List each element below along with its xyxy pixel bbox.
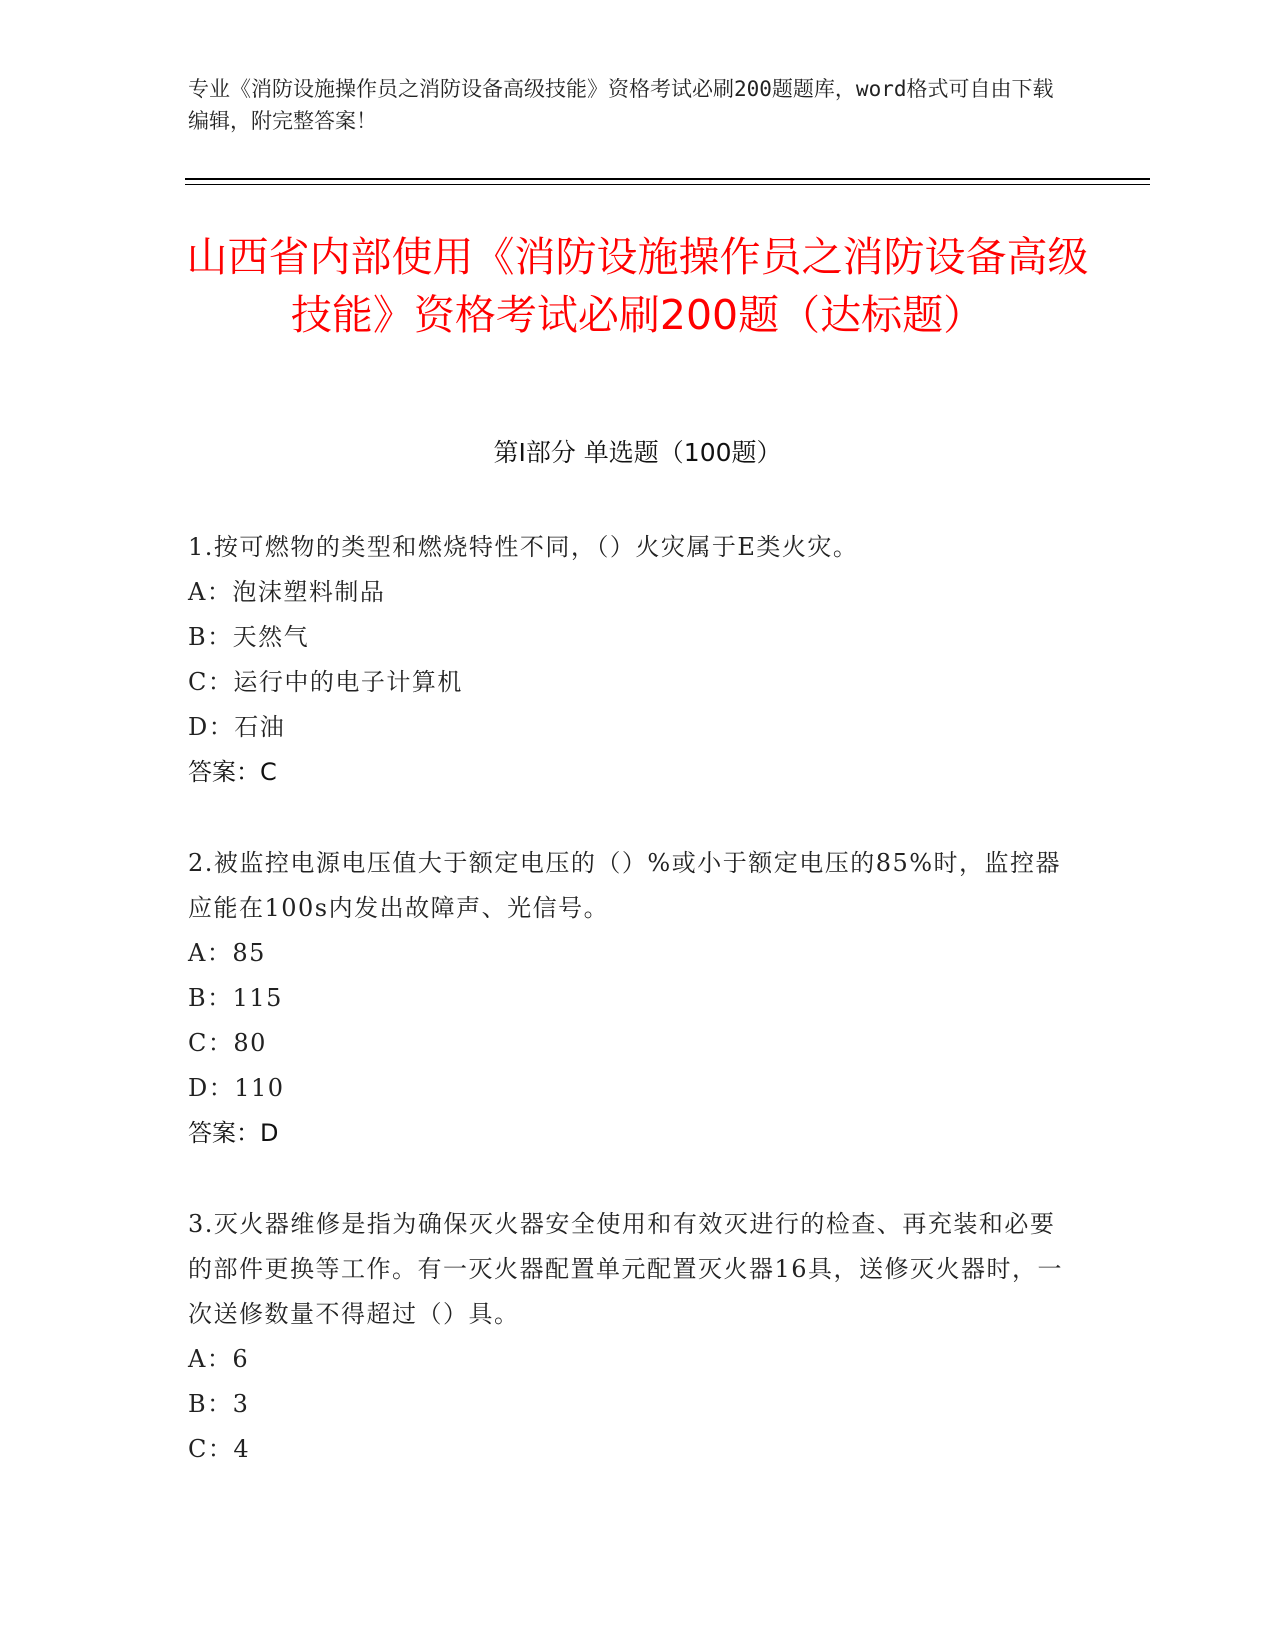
option-b: B：115 — [188, 984, 283, 1012]
option-c: C：4 — [188, 1435, 251, 1463]
section-heading: 第I部分 单选题（100题） — [493, 438, 782, 467]
option-c: C：80 — [188, 1029, 267, 1057]
option-d: D：110 — [188, 1074, 285, 1102]
option-a: A：泡沫塑料制品 — [188, 578, 386, 606]
question-1 — [188, 525, 1068, 795]
question-stem: 1.按可燃物的类型和燃烧特性不同，（）火灾属于E类火灾。 — [188, 533, 859, 561]
header-rule-thin — [185, 184, 1150, 185]
question-2 — [188, 841, 1068, 1156]
option-d: D：石油 — [188, 713, 286, 741]
answer: 答案：C — [188, 758, 277, 786]
question-stem: 3.灭火器维修是指为确保灭火器安全使用和有效灭进行的检查、再充装和必要的部件更换等工作。有一灭火器配置单元配置灭火器16具，送修灭火器时，一次送修数量不得超过（）具。 — [188, 1210, 1064, 1328]
question-3 — [188, 1202, 1068, 1472]
option-a: A：6 — [188, 1345, 250, 1373]
option-b: B：3 — [188, 1390, 250, 1418]
header-note: 专业《消防设施操作员之消防设备高级技能》资格考试必刷200题题库，word格式可自由下载编辑，附完整答案！ — [188, 77, 1054, 133]
option-c: C：运行中的电子计算机 — [188, 668, 463, 696]
option-a: A：85 — [188, 939, 266, 967]
question-stem: 2.被监控电源电压值大于额定电压的（）%或小于额定电压的85%时，监控器应能在100s内发出故障声、光信号。 — [188, 849, 1062, 922]
header-rule-thick — [185, 178, 1150, 180]
document-title: 山西省内部使用《消防设施操作员之消防设备高级技能》资格考试必刷200题（达标题） — [186, 233, 1089, 339]
option-b: B：天然气 — [188, 623, 310, 651]
answer: 答案：D — [188, 1119, 279, 1147]
